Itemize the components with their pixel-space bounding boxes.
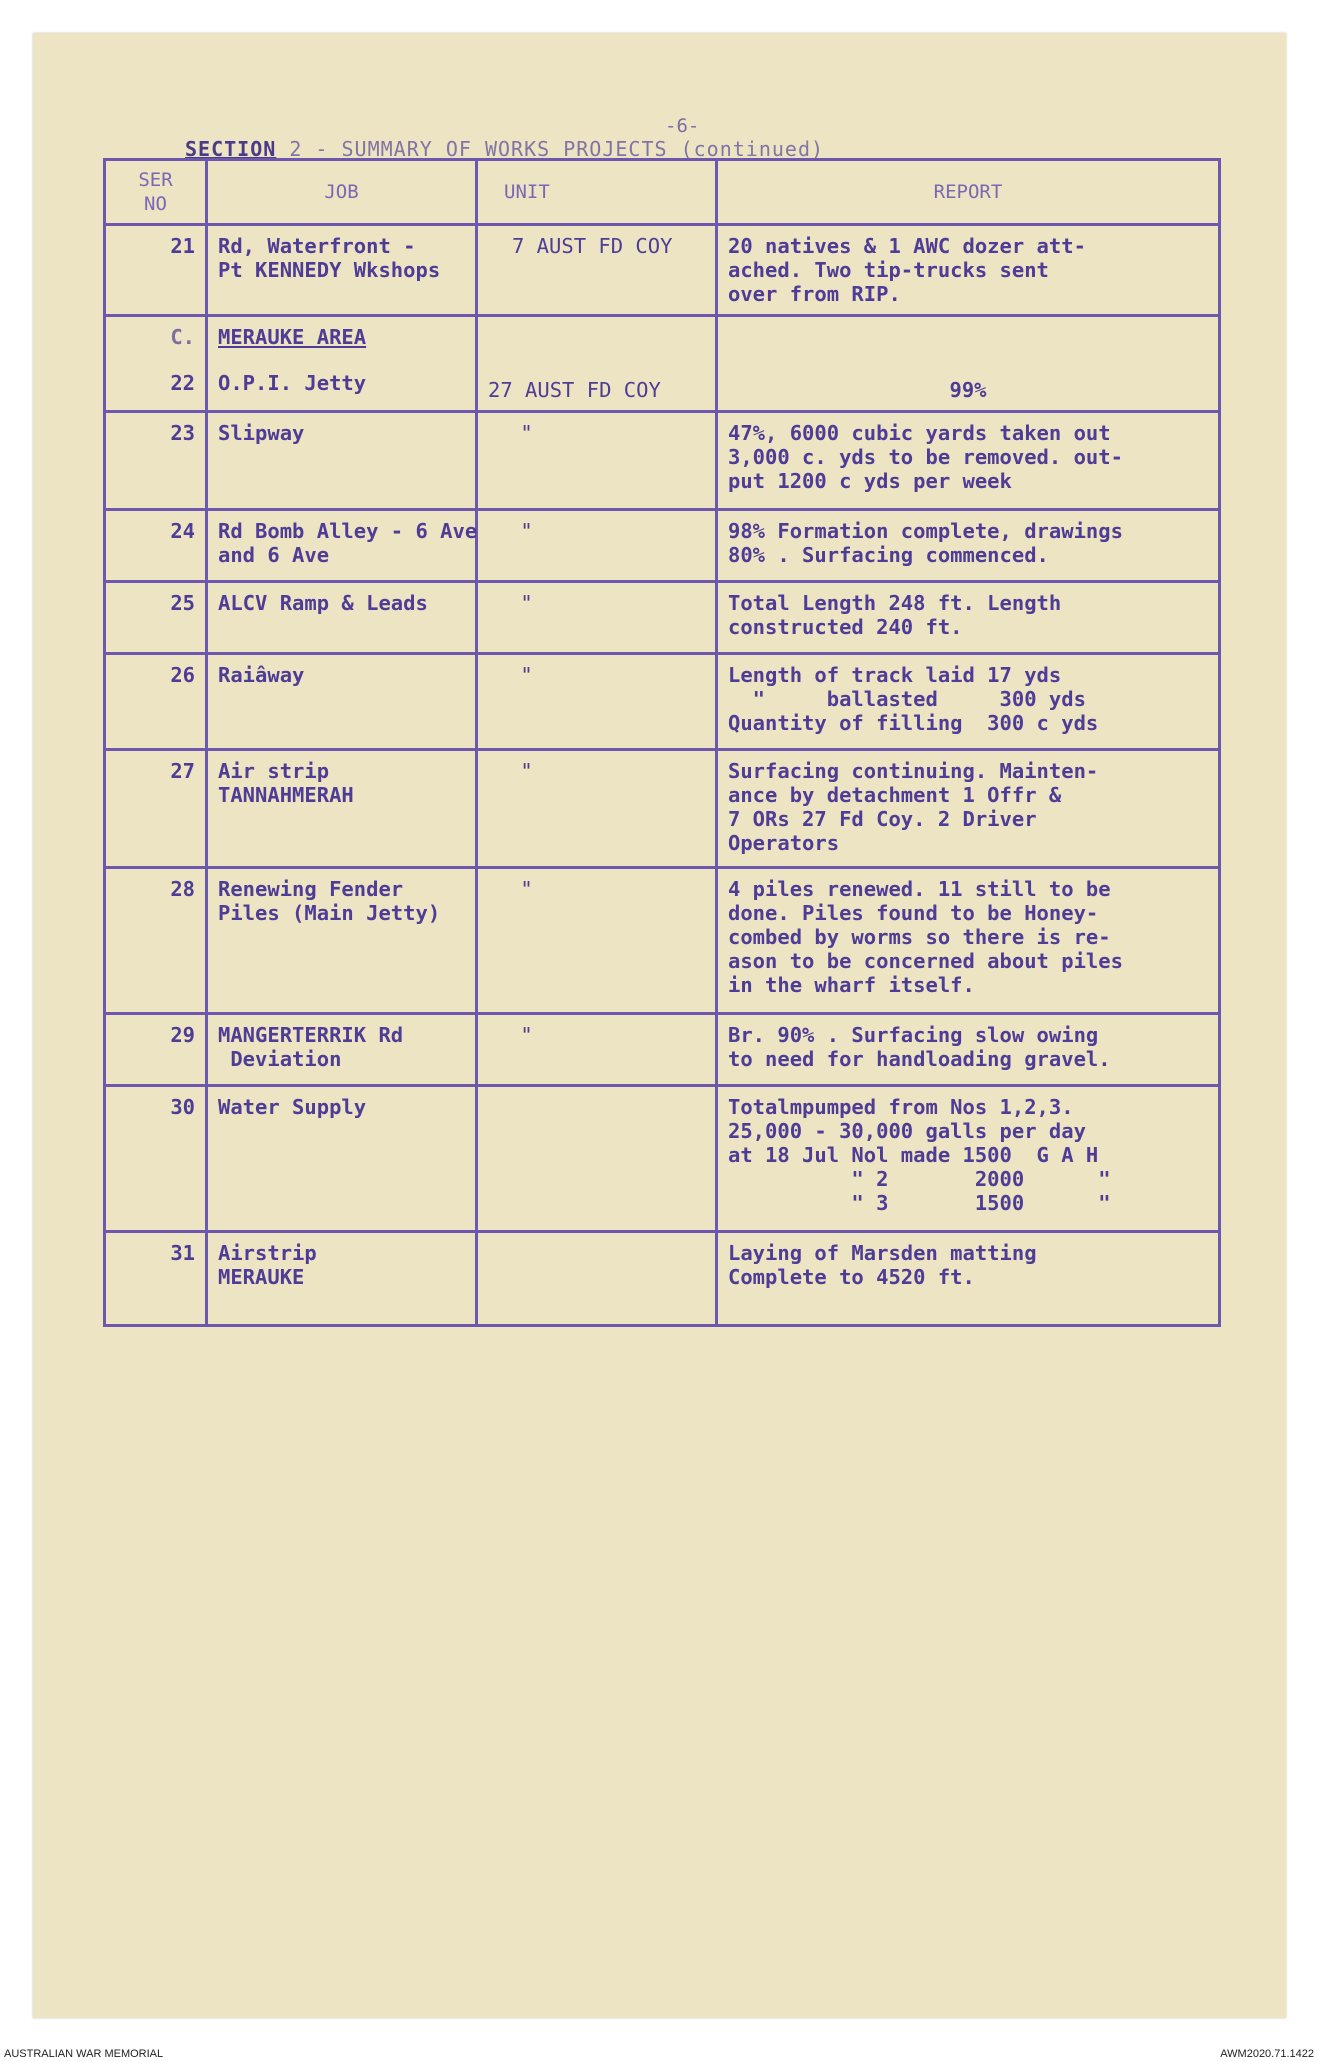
table-row [105, 225, 1220, 316]
section-heading-lead: SECTION [185, 137, 277, 161]
header-job: JOB [207, 160, 477, 225]
row-unit: 7 AUST FD COY [477, 225, 717, 316]
area-heading: MERAUKE AREA [218, 325, 367, 349]
area-letter: C. [170, 325, 195, 349]
row-ser-no: 25 [105, 582, 207, 654]
row-unit [477, 1232, 717, 1326]
row-job: Water Supply [207, 1086, 477, 1232]
header-unit: UNIT [477, 160, 717, 225]
row-report: 4 piles renewed. 11 still to be done. Piles found to be Honey- combed by worms so there is re- ason to be concerned about piles in the wharf itself. [717, 868, 1220, 1014]
row-job: Airstrip MERAUKE [207, 1232, 477, 1326]
row-job: ALCV Ramp & Leads [207, 582, 477, 654]
row-unit-ditto: " [477, 654, 717, 750]
table-row [105, 1086, 1220, 1232]
row-unit [477, 1086, 717, 1232]
row-job: MANGERTERRIK Rd Deviation [207, 1014, 477, 1086]
row-job: Slipway [207, 412, 477, 510]
row-ser-no: 26 [105, 654, 207, 750]
page-number: -6- [665, 115, 700, 137]
row-job: Raiâway [207, 654, 477, 750]
row-report: Laying of Marsden matting Complete to 4520 ft. [717, 1232, 1220, 1326]
row-report: Total Length 248 ft. Length constructed 240 ft. [717, 582, 1220, 654]
row-unit-ditto: " [477, 582, 717, 654]
row-ser-no: 30 [105, 1086, 207, 1232]
works-summary-table [103, 158, 1221, 1327]
row-report [717, 316, 1220, 412]
archive-credit: AUSTRALIAN WAR MEMORIAL [4, 2048, 164, 2060]
row-job: Rd Bomb Alley - 6 Ave and 6 Ave [207, 510, 477, 582]
row-unit-text: 27 AUST FD COY [488, 378, 661, 402]
row-report: Length of track laid 17 yds " ballasted 300 yds Quantity of filling 300 c yds [717, 654, 1220, 750]
row-ser-no: 24 [105, 510, 207, 582]
table-row [105, 654, 1220, 750]
table-header-row [105, 160, 1220, 225]
header-report: REPORT [717, 160, 1220, 225]
row-job: Rd, Waterfront - Pt KENNEDY Wkshops [207, 225, 477, 316]
table-row [105, 750, 1220, 868]
section-heading-rest: 2 - SUMMARY OF WORKS PROJECTS (continued) [276, 137, 825, 161]
row-job [207, 316, 477, 412]
table-row [105, 510, 1220, 582]
row-unit-ditto: " [477, 510, 717, 582]
row-unit-ditto: " [477, 412, 717, 510]
row-unit-ditto: " [477, 1014, 717, 1086]
row-unit [477, 316, 717, 412]
row-ser-no: 21 [105, 225, 207, 316]
row-unit-ditto: " [477, 868, 717, 1014]
table-row [105, 1014, 1220, 1086]
row-ser-no [105, 316, 207, 412]
row-ser-no: 31 [105, 1232, 207, 1326]
row-report: 98% Formation complete, drawings 80% . Surfacing commenced. [717, 510, 1220, 582]
table-row [105, 412, 1220, 510]
table-row [105, 1232, 1220, 1326]
row-ser-no: 28 [105, 868, 207, 1014]
row-ser-no: 29 [105, 1014, 207, 1086]
row-report: Br. 90% . Surfacing slow owing to need for handloading gravel. [717, 1014, 1220, 1086]
row-report-text: 99% [949, 378, 987, 402]
header-ser-no: SER NO [105, 160, 207, 225]
table-row [105, 582, 1220, 654]
row-report: Surfacing continuing. Mainten- ance by detachment 1 Offr & 7 ORs 27 Fd Coy. 2 Driver Operators [717, 750, 1220, 868]
table-row [105, 316, 1220, 412]
row-job: Renewing Fender Piles (Main Jetty) [207, 868, 477, 1014]
row-ser-no: 23 [105, 412, 207, 510]
row-ser-no: 27 [105, 750, 207, 868]
row-report: Totalmpumped from Nos 1,2,3. 25,000 - 30,000 galls per day at 18 Jul Nol made 1500 G A H " 2 2000 " " 3 1500 " [717, 1086, 1220, 1232]
row-unit-ditto: " [477, 750, 717, 868]
row-report: 47%, 6000 cubic yards taken out 3,000 c. yds to be removed. out- put 1200 c yds per week [717, 412, 1220, 510]
row-report: 20 natives & 1 AWC dozer att- ached. Two tip-trucks sent over from RIP. [717, 225, 1220, 316]
row-ser-number: 22 [170, 371, 195, 395]
table-row [105, 868, 1220, 1014]
row-job-text: O.P.I. Jetty [218, 371, 367, 395]
archive-reference: AWM2020.71.1422 [1220, 2048, 1314, 2060]
row-job: Air strip TANNAHMERAH [207, 750, 477, 868]
